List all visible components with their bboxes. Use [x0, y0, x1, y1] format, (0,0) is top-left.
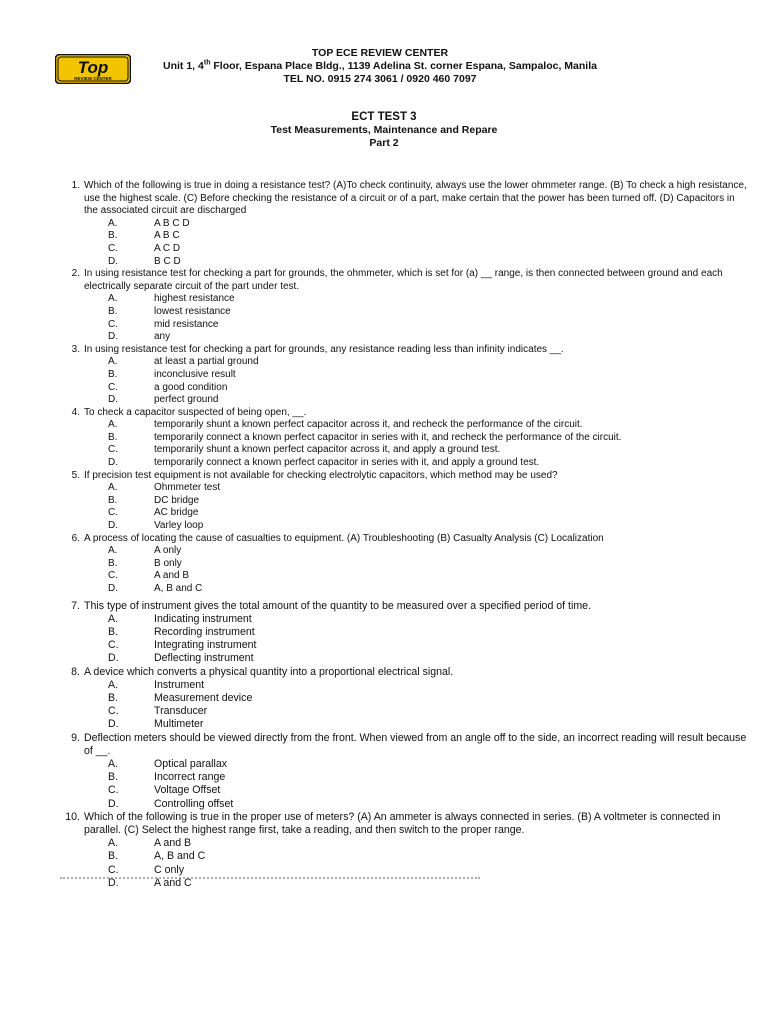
option: A. Indicating instrument: [108, 612, 252, 625]
logo-wordmark: Top: [77, 58, 109, 77]
question-9: [60, 732, 750, 811]
option: C. Integrating instrument: [108, 639, 257, 652]
option: A. A B C D: [108, 217, 190, 229]
test-part: Part 2: [369, 137, 399, 149]
option-list: [84, 613, 750, 666]
question-stem: A process of locating the cause of casualties to equipment. (A) Troubleshooting (B) Casualty Analysis (C) Localization: [84, 532, 604, 544]
option-list: [84, 545, 750, 595]
question-1: [60, 180, 750, 268]
option-list: [84, 218, 750, 268]
center-telephone: TEL NO. 0915 274 3061 / 0920 460 7097: [283, 73, 477, 85]
option: D. Controlling offset: [108, 797, 234, 810]
option-list: [84, 679, 750, 732]
question-6: [60, 533, 750, 596]
option: B. A, B and C: [108, 850, 206, 863]
question-7: [60, 600, 750, 666]
document-header: [140, 47, 620, 86]
question-8: [60, 666, 750, 732]
option: B. temporarily connect a known perfect capacitor in series with it, and recheck the performance of the circuit.: [108, 431, 622, 443]
option: C. AC bridge: [108, 507, 199, 519]
option: C. A C D: [108, 242, 181, 254]
center-address: Unit 1, 4th Floor, Espana Place Bldg., 1139 Adelina St. corner Espana, Sampaloc, Manila: [163, 59, 597, 72]
question-5: [60, 470, 750, 533]
page-cutoff-line: [60, 877, 480, 883]
question-stem: A device which converts a physical quantity into a proportional electrical signal.: [84, 665, 454, 678]
question-number: 6.: [71, 532, 80, 544]
test-titles: [180, 111, 588, 150]
option-list: [84, 293, 750, 343]
option: B. Incorrect range: [108, 771, 226, 784]
center-name: TOP ECE REVIEW CENTER: [311, 47, 449, 59]
option: D. Varley loop: [108, 520, 204, 532]
option-list: [84, 356, 750, 406]
question-3: [60, 344, 750, 407]
question-stem: To check a capacitor suspected of being open, __.: [84, 406, 307, 418]
logo-subtext: REVIEW CENTER: [74, 76, 112, 81]
test-title: ECT TEST 3: [351, 111, 417, 123]
question-stem: In using resistance test for checking a part for grounds, the ohmmeter, which is set for (a) __ range, is then connected between ground and each electrically separate circuit of the part under test.: [84, 268, 723, 292]
option-list: [84, 482, 750, 532]
option: D. temporarily connect a known perfect capacitor in series with it, and apply a ground test.: [108, 457, 540, 469]
option: B. Recording instrument: [108, 626, 255, 638]
question-4: [60, 407, 750, 470]
question-number: 4.: [71, 406, 80, 418]
question-stem: Which of the following is true in the proper use of meters? (A) An ammeter is always connected in series. (B) A voltmeter is connected in parallel. (C) Select the highest range first, take a reading, and then switch to the proper range.: [84, 810, 721, 837]
option: B. B only: [108, 557, 182, 569]
option: D. A and C: [108, 876, 192, 889]
question-stem: In using resistance test for checking a part for grounds, any resistance reading less than infinity indicates __.: [84, 343, 564, 355]
question-stem: If precision test equipment is not available for checking electrolytic capacitors, which method may be used?: [84, 469, 558, 481]
option: A. A and B: [108, 837, 192, 850]
question-stem: This type of instrument gives the total amount of the quantity to be measured over a specified period of time.: [84, 599, 592, 612]
question-number: 8.: [71, 665, 80, 678]
option: A. highest resistance: [108, 293, 235, 305]
option: A. at least a partial ground: [108, 356, 259, 368]
option: C. Transducer: [108, 705, 208, 718]
option: C. A and B: [108, 570, 190, 582]
option: B. DC bridge: [108, 494, 200, 506]
option: B. lowest resistance: [108, 305, 231, 317]
option: B. inconclusive result: [108, 368, 236, 380]
question-2: [60, 268, 750, 344]
option: A. A only: [108, 545, 182, 557]
option: C. mid resistance: [108, 318, 219, 330]
option-list: [84, 419, 750, 469]
option: D. Multimeter: [108, 718, 204, 731]
option: A. temporarily shunt a known perfect capacitor across it, and recheck the performance of the circuit.: [108, 419, 583, 431]
question-list: [60, 180, 750, 890]
question-number: 1.: [71, 180, 80, 191]
question-stem: Deflection meters should be viewed directly from the front. When viewed from an angle off to the side, an incorrect reading will result because of __.: [84, 731, 747, 757]
option: D. B C D: [108, 255, 181, 267]
question-number: 9.: [71, 731, 80, 744]
option: C. temporarily shunt a known perfect capacitor across it, and apply a ground test.: [108, 444, 501, 456]
question-stem: Which of the following is true in doing a resistance test? (A)To check continuity, always use the lower ohmmeter range. (B) To check a high resistance, use the highest scale. (C) Before checking the resistance of a circuit or of a part, make certain that the power has been turned off. (D) Capacitors in the associated circuit are discharged: [84, 180, 747, 217]
option: B. Measurement device: [108, 692, 253, 705]
option: A. Ohmmeter test: [108, 482, 221, 494]
question-number: 7.: [71, 599, 80, 612]
question-number: 5.: [71, 469, 80, 481]
option: D. perfect ground: [108, 394, 219, 406]
option: D. any: [108, 331, 171, 343]
question-number: 2.: [71, 268, 80, 280]
question-number: 3.: [71, 343, 80, 355]
option: B. A B C: [108, 230, 180, 242]
option: A. Instrument: [108, 678, 205, 691]
option: C. a good condition: [108, 381, 228, 393]
option: C. Voltage Offset: [108, 784, 221, 797]
question-number: 10.: [65, 810, 80, 823]
top-review-center-logo: [55, 54, 131, 84]
option: C. C only: [108, 863, 185, 876]
option: A. Optical parallax: [108, 758, 228, 771]
option: D. A, B and C: [108, 583, 203, 594]
option: D. Deflecting instrument: [108, 652, 254, 665]
test-subject: Test Measurements, Maintenance and Repare: [270, 124, 498, 136]
option-list: [84, 758, 750, 811]
